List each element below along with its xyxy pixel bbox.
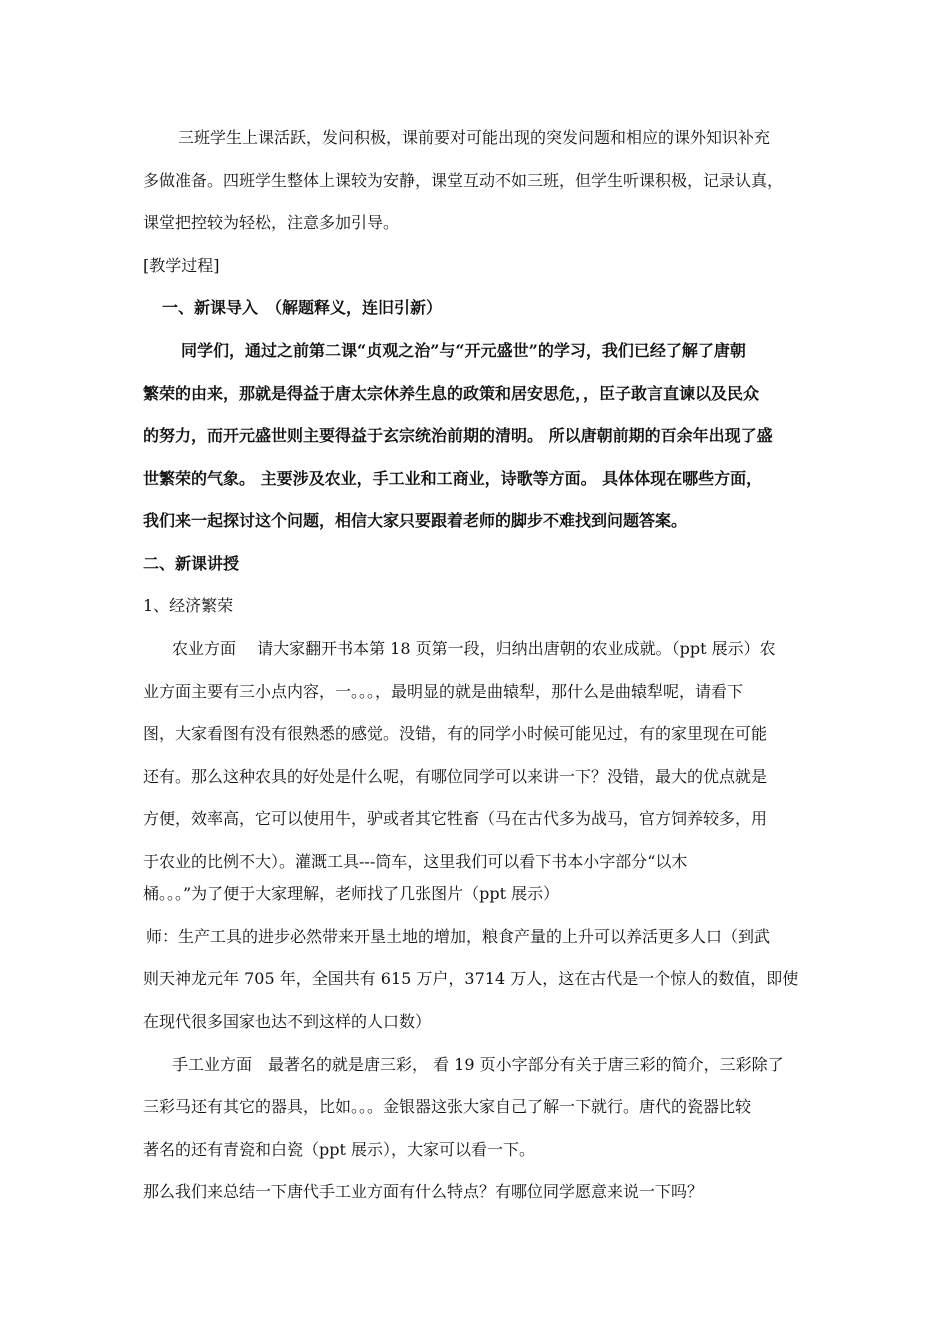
- craft-line-1: 手工业方面 最著名的就是唐三彩， 看 19 页小字部分有关于唐三彩的简介，三彩除了: [172, 1055, 784, 1074]
- section1-line-2: 繁荣的由来，那就是得益于唐太宗休养生息的政策和居安思危，，臣子敢言直谏以及民众: [143, 384, 760, 403]
- section1-line-1: 同学们，通过之前第二课“贞观之治”与“开元盛世”的学习，我们已经了解了唐朝: [181, 341, 746, 360]
- agri-line-6: 于农业的比例不大）。灌溉工具---筒车，这里我们可以看下书本小字部分“以木: [143, 852, 688, 871]
- intro-line-1: 三班学生上课活跃，发问积极，课前要对可能出现的突发问题和相应的课外知识补充: [178, 128, 771, 147]
- teacher-line-3: 在现代很多国家也达不到这样的人口数）: [143, 1012, 432, 1031]
- intro-line-3: 课堂把控较为轻松，注意多加引导。: [143, 213, 400, 232]
- agri-line-4: 还有。那么这种农具的好处是什么呢，有哪位同学可以来讲一下？没错，最大的优点就是: [143, 767, 768, 786]
- agri-line-2: 业方面主要有三小点内容，一。。。，最明显的就是曲辕犁，那什么是曲辕犁呢，请看下: [143, 682, 744, 701]
- craft-line-3: 著名的还有青瓷和白瓷（ppt 展示），大家可以看一下。: [143, 1140, 536, 1159]
- agri-line-5: 方便，效率高，它可以使用牛，驴或者其它牲畜（马在古代多为战马，官方饲养较多，用: [143, 809, 768, 828]
- agri-line-7: 桶。。。”为了便于大家理解，老师找了几张图片（ppt 展示）: [143, 884, 560, 903]
- summary-line: 那么我们来总结一下唐代手工业方面有什么特点？有哪位同学愿意来说一下吗？: [143, 1182, 704, 1201]
- craft-line-2: 三彩马还有其它的器具，比如。。。金银器这张大家自己了解一下就行。唐代的瓷器比较: [143, 1097, 752, 1116]
- agri-line-3: 图，大家看图有没有很熟悉的感觉。没错，有的同学小时候可能见过，有的家里现在可能: [143, 724, 768, 743]
- agri-line-1: 农业方面 请大家翻开书本第 18 页第一段，归纳出唐朝的农业成就。（ppt 展示）农: [172, 639, 776, 658]
- process-heading: [教学过程]: [143, 256, 220, 275]
- teacher-line-1: 师：生产工具的进步必然带来开垦土地的增加，粮食产量的上升可以养活更多人口（到武: [146, 927, 771, 946]
- section2-heading: 二、新课讲授: [143, 554, 240, 573]
- intro-line-2: 多做准备。四班学生整体上课较为安静，课堂互动不如三班，但学生听课积极，记录认真，: [143, 171, 784, 190]
- section1-line-4: 世繁荣的气象。 主要涉及农业，手工业和工商业，诗歌等方面。 具体体现在哪些方面，: [143, 469, 763, 488]
- section2-subheading: 1、经济繁荣: [143, 596, 234, 615]
- section1-heading: 一、新课导入 （解题释义，连旧引新）: [162, 298, 443, 317]
- teacher-line-2: 则天神龙元年 705 年，全国共有 615 万户，3714 万人，这在古代是一个惊人的数值，即使: [143, 969, 799, 988]
- section1-line-5: 我们来一起探讨这个问题，相信大家只要跟着老师的脚步不难找到问题答案。: [143, 511, 688, 530]
- section1-line-3: 的努力，而开元盛世则主要得益于玄宗统治前期的清明。 所以唐朝前期的百余年出现了盛: [143, 426, 773, 445]
